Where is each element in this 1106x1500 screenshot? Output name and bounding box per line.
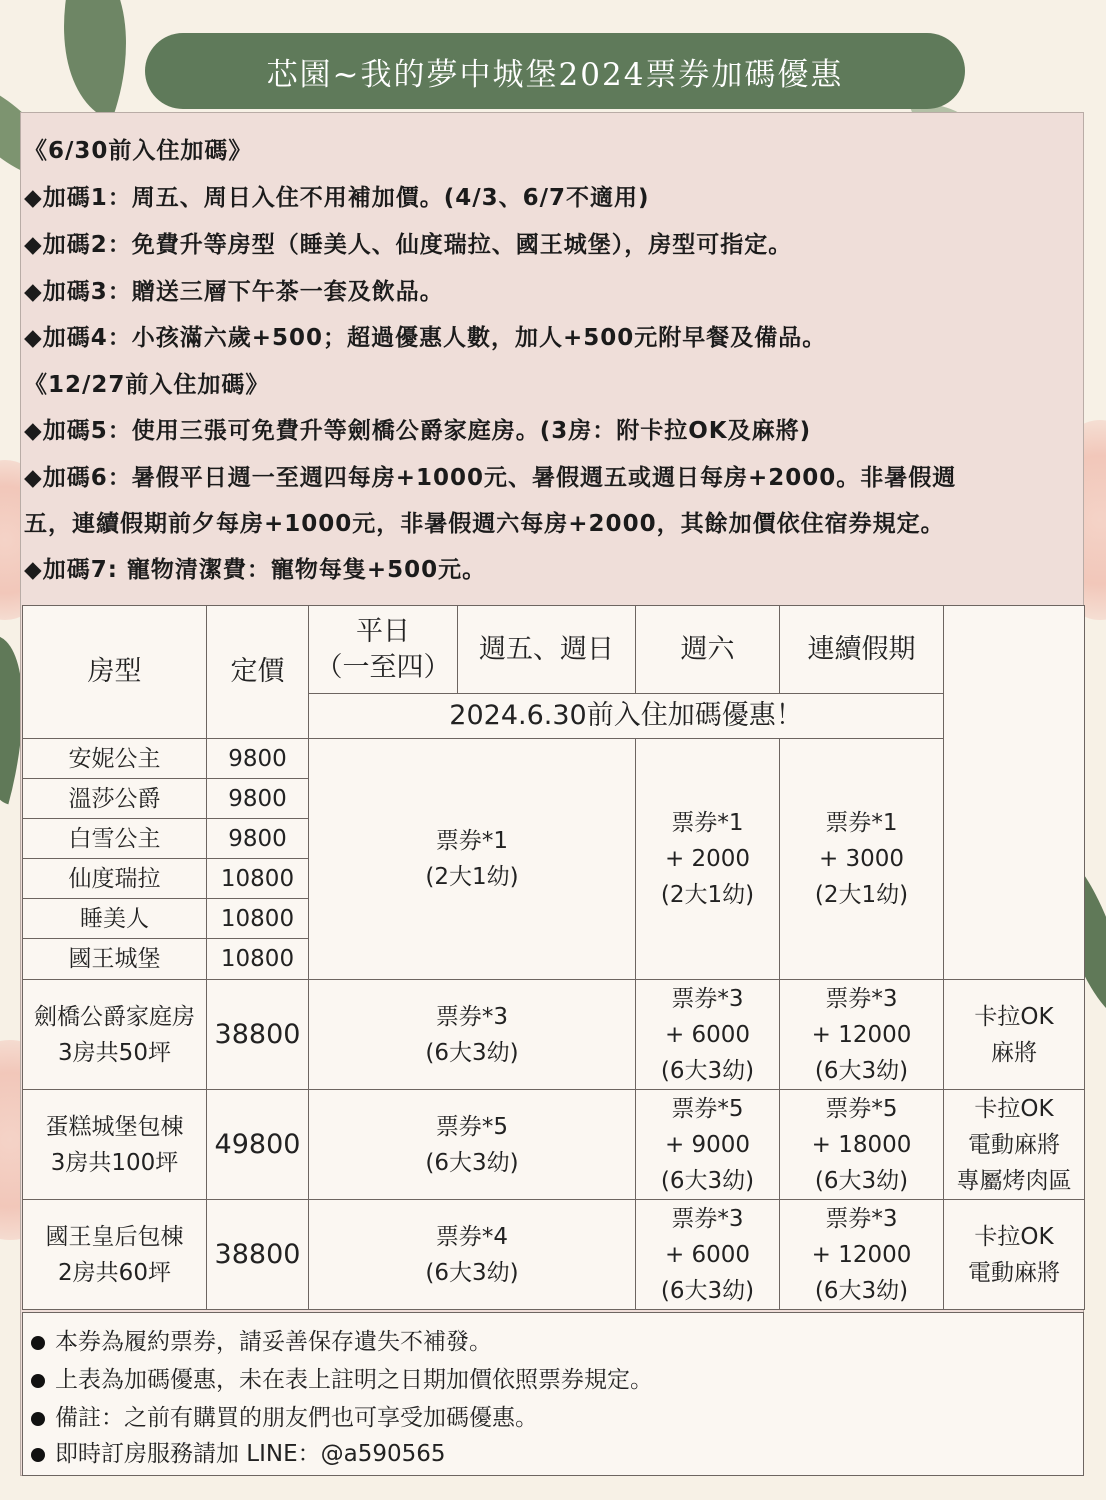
promo-item-1: ◆加碼1：周五、周日入住不用補加價。(4/3、6/7不適用): [24, 185, 650, 211]
room-price: 10800: [207, 899, 309, 939]
bullet-icon: [31, 1412, 45, 1426]
note-item: [31, 1435, 446, 1468]
rate-line: 票券*3: [825, 1205, 898, 1232]
promo-item-3: ◆加碼3：贈送三層下午茶一套及飲品。: [24, 279, 444, 305]
room-name-line: 國王皇后包棟: [45, 1223, 184, 1250]
note-item: [31, 1361, 653, 1394]
header-weekday-label: 平日: [356, 615, 410, 647]
room-name-line: 蛋糕城堡包棟: [45, 1113, 184, 1140]
rate-line: + 6000: [664, 1021, 751, 1048]
room-size-line: 3房共50坪: [58, 1039, 171, 1066]
notes-box: [22, 1312, 1084, 1476]
standard-weekday-rate: [309, 739, 636, 980]
room-price: 10800: [207, 859, 309, 899]
section-heading-december: 《12/27前入住加碼》: [24, 372, 270, 398]
weekday-rate: [309, 1200, 636, 1310]
note-text: 本券為履約票券，請妥善保存遺失不補發。: [55, 1329, 492, 1355]
header-promo-note: 2024.6.30前入住加碼優惠！: [309, 694, 944, 739]
room-name: 國王城堡: [23, 939, 207, 980]
promo-item-6: ◆加碼6：暑假平日週一至週四每房+1000元、暑假週五或週日每房+2000。非暑假週: [24, 465, 957, 491]
room-extras: [944, 1090, 1085, 1200]
room-extras: [944, 1200, 1085, 1310]
rate-line: 票券*3: [825, 985, 898, 1012]
extra-line: 電動麻將: [968, 1131, 1060, 1158]
rate-line: (6大3幼): [660, 1277, 755, 1304]
rate-line: 票券*1: [825, 810, 898, 836]
bullet-icon: [31, 1374, 45, 1388]
header-holiday: 連續假期: [780, 606, 944, 694]
rate-line: 票券*5: [825, 1095, 898, 1122]
room-price: 38800: [207, 1200, 309, 1310]
header-fri-sun: 週五、週日: [458, 606, 636, 694]
room-name: 溫莎公爵: [23, 779, 207, 819]
standard-saturday-rate: [636, 739, 780, 980]
room-price: 9800: [207, 779, 309, 819]
extras-empty-cell: [944, 606, 1085, 980]
rate-line: (6大3幼): [660, 1167, 755, 1194]
room-name: 安妮公主: [23, 739, 207, 779]
header-room-type: 房型: [23, 606, 207, 739]
promo-item-2: ◆加碼2：免費升等房型（睡美人、仙度瑞拉、國王城堡），房型可指定。: [24, 232, 793, 258]
rate-line: (6大3幼): [814, 1167, 909, 1194]
promo-item-4: ◆加碼4：小孩滿六歲+500；超過優惠人數，加人+500元附早餐及備品。: [24, 325, 827, 351]
note-item: [31, 1399, 538, 1432]
extra-line: 卡拉OK: [974, 1095, 1054, 1122]
room-name: 睡美人: [23, 899, 207, 939]
holiday-rate: [780, 1200, 944, 1310]
room-price: 49800: [207, 1090, 309, 1200]
rate-line: (2大1幼): [660, 882, 755, 908]
room-name: 白雪公主: [23, 819, 207, 859]
rate-line: (6大3幼): [425, 1039, 519, 1066]
header-price: 定價: [207, 606, 309, 739]
rate-line: 票券*5: [671, 1095, 744, 1122]
rate-line: 票券*3: [435, 1003, 509, 1030]
rate-line: 票券*3: [671, 1205, 744, 1232]
rate-line: (2大1幼): [814, 882, 909, 908]
bullet-icon: [31, 1336, 45, 1350]
promo-item-7: ◆加碼7: 寵物清潔費：寵物每隻+500元。: [24, 557, 487, 583]
rate-line: 票券*3: [671, 985, 744, 1012]
standard-holiday-rate: [780, 739, 944, 980]
rate-line: (2大1幼): [425, 864, 519, 890]
room-price: 9800: [207, 739, 309, 779]
rate-table: [22, 605, 1085, 1310]
rate-line: (6大3幼): [425, 1259, 519, 1286]
rate-line: 票券*5: [435, 1113, 509, 1140]
section-heading-june: 《6/30前入住加碼》: [24, 138, 253, 164]
extra-line: 麻將: [991, 1039, 1037, 1066]
header-weekday: [309, 606, 458, 694]
rate-line: + 6000: [664, 1241, 751, 1268]
rate-line: 票券*4: [435, 1223, 509, 1250]
note-text: 上表為加碼優惠，未在表上註明之日期加價依照票券規定。: [55, 1367, 653, 1393]
room-size-line: 3房共100坪: [50, 1149, 179, 1176]
note-text: 即時訂房服務請加 LINE：@a590565: [55, 1441, 446, 1467]
saturday-rate: [636, 980, 780, 1090]
weekday-rate: [309, 1090, 636, 1200]
promo-item-5: ◆加碼5：使用三張可免費升等劍橋公爵家庭房。(3房：附卡拉OK及麻將): [24, 418, 812, 444]
room-price: 10800: [207, 939, 309, 980]
rate-line: + 2000: [664, 846, 751, 872]
rate-line: (6大3幼): [660, 1057, 755, 1084]
rate-line: (6大3幼): [425, 1149, 519, 1176]
promo-item-6-continued: 五，連續假期前夕每房+1000元，非暑假週六每房+2000，其餘加價依住宿券規定。: [24, 511, 945, 537]
room-name: [23, 1200, 207, 1310]
note-item: [31, 1323, 492, 1356]
rate-line: + 12000: [811, 1021, 912, 1048]
saturday-rate: [636, 1090, 780, 1200]
rate-line: + 3000: [818, 846, 905, 872]
room-price: 38800: [207, 980, 309, 1090]
rate-line: 票券*1: [671, 810, 744, 836]
holiday-rate: [780, 980, 944, 1090]
extra-line: 電動麻將: [968, 1259, 1060, 1286]
title-banner: [145, 33, 965, 109]
room-name-line: 劍橋公爵家庭房: [34, 1003, 195, 1030]
extra-line: 卡拉OK: [974, 1003, 1054, 1030]
extra-line: 卡拉OK: [974, 1223, 1054, 1250]
rate-line: + 12000: [811, 1241, 912, 1268]
bullet-icon: [31, 1448, 45, 1462]
weekday-rate: [309, 980, 636, 1090]
page-title: 芯園~我的夢中城堡2024票券加碼優惠: [266, 56, 844, 93]
room-extras: [944, 980, 1085, 1090]
rate-line: + 18000: [811, 1131, 912, 1158]
extra-line: 專屬烤肉區: [956, 1167, 1072, 1194]
room-price: 9800: [207, 819, 309, 859]
rate-line: (6大3幼): [814, 1057, 909, 1084]
rate-line: (6大3幼): [814, 1277, 909, 1304]
header-saturday: 週六: [636, 606, 780, 694]
room-size-line: 2房共60坪: [58, 1259, 171, 1286]
rate-line: 票券*1: [435, 828, 509, 854]
room-name: [23, 980, 207, 1090]
room-name: 仙度瑞拉: [23, 859, 207, 899]
header-weekday-sub: （一至四）: [315, 651, 451, 683]
holiday-rate: [780, 1090, 944, 1200]
saturday-rate: [636, 1200, 780, 1310]
rate-line: + 9000: [664, 1131, 751, 1158]
note-text: 備註：之前有購買的朋友們也可享受加碼優惠。: [55, 1405, 538, 1431]
room-name: [23, 1090, 207, 1200]
